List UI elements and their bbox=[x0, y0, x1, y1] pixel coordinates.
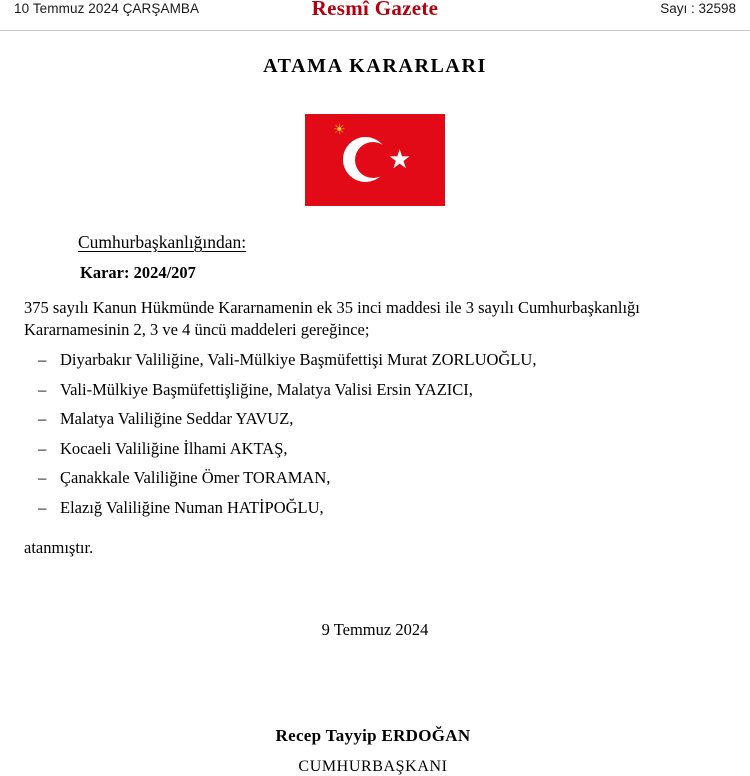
closing-statement: atanmıştır. bbox=[24, 538, 94, 558]
sun-icon bbox=[333, 124, 347, 138]
header-divider bbox=[0, 30, 750, 31]
list-item bbox=[38, 463, 726, 493]
list-item-label: Elazığ Valiliğine Numan HATİPOĞLU, bbox=[60, 497, 324, 517]
flag-container bbox=[0, 114, 750, 206]
appointments-list bbox=[38, 345, 726, 522]
legal-basis-paragraph: 375 sayılı Kanun Hükmünde Kararnamenin ek 35 inci maddesi ile 3 sayılı Cumhurbaşkanlığı Kararnamesinin 2, 3 ve 4 üncü maddeleri gereğince; bbox=[24, 298, 640, 340]
list-dash: – bbox=[38, 438, 47, 458]
gazette-title: Resmî Gazete bbox=[311, 0, 439, 20]
list-item bbox=[38, 375, 726, 405]
signatory-name: Recep Tayyip ERDOĞAN bbox=[275, 726, 471, 746]
document-body bbox=[0, 232, 750, 776]
list-dash: – bbox=[38, 468, 47, 488]
list-item bbox=[38, 434, 726, 464]
publication-date: 10 Temmuz 2024 ÇARŞAMBA bbox=[14, 1, 200, 16]
list-item-label: Çanakkale Valiliğine Ömer TORAMAN, bbox=[60, 468, 331, 488]
list-item-label: Malatya Valiliğine Seddar YAVUZ, bbox=[60, 409, 294, 429]
issue-number: Sayı : 32598 bbox=[660, 1, 736, 16]
issuing-authority: Cumhurbaşkanlığından: bbox=[78, 232, 247, 252]
list-item-label: Vali-Mülkiye Başmüfettişliğine, Malatya Valisi Ersin YAZICI, bbox=[60, 379, 473, 399]
list-dash: – bbox=[38, 409, 47, 429]
list-dash: – bbox=[38, 379, 47, 399]
list-item-label: Kocaeli Valiliğine İlhami AKTAŞ, bbox=[60, 438, 288, 458]
masthead bbox=[0, 0, 750, 26]
crescent-inner-shape bbox=[355, 142, 391, 178]
turkish-flag-icon bbox=[305, 114, 445, 206]
list-dash: – bbox=[38, 350, 47, 370]
list-dash: – bbox=[38, 497, 47, 517]
signatory-role: CUMHURBAŞKANI bbox=[298, 758, 448, 776]
signature-date: 9 Temmuz 2024 bbox=[321, 620, 429, 640]
list-item bbox=[38, 493, 726, 523]
decision-number: Karar: 2024/207 bbox=[80, 263, 196, 282]
list-item bbox=[38, 404, 726, 434]
list-item bbox=[38, 345, 726, 375]
list-item-label: Diyarbakır Valiliğine, Vali-Mülkiye Başmüfettişi Murat ZORLUOĞLU, bbox=[60, 350, 537, 370]
page-title: ATAMA KARARLARI bbox=[263, 55, 487, 77]
signature-block bbox=[24, 726, 726, 776]
